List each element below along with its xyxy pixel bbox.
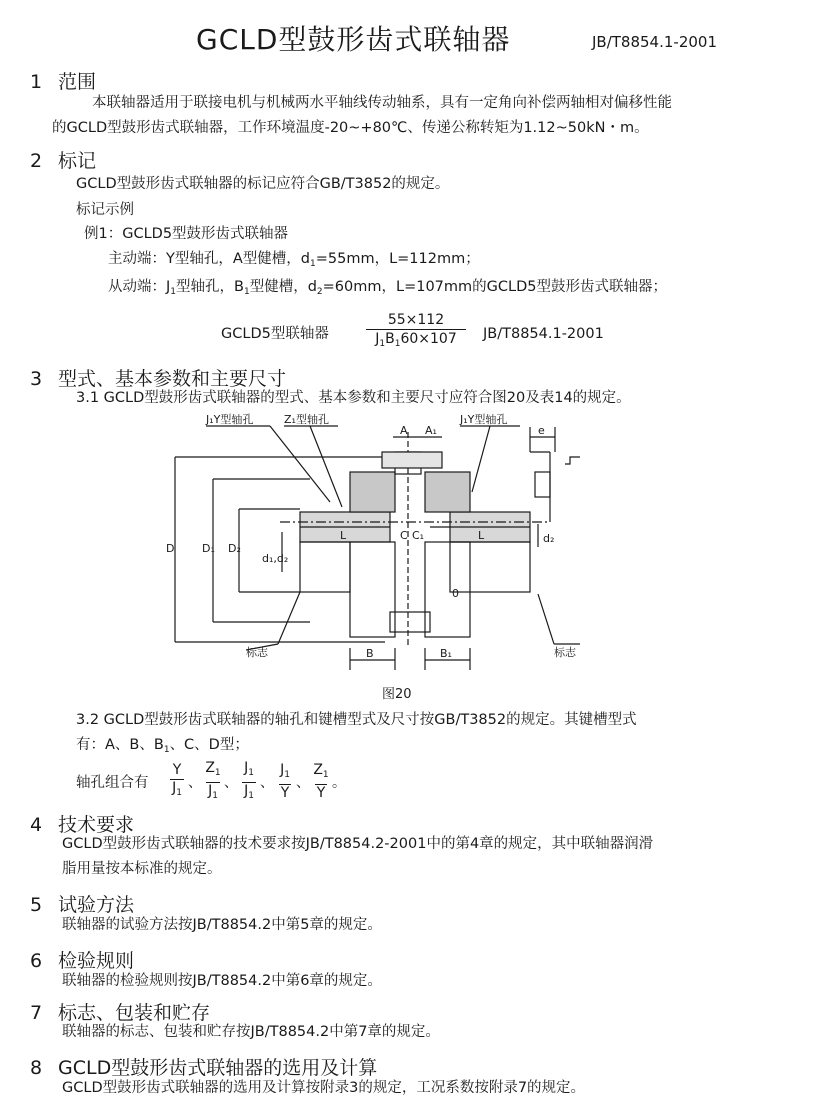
driven-end-text-c: 型健槽，d — [249, 279, 317, 295]
dim-d2-right: d₂ — [543, 532, 555, 545]
separator: 、 — [296, 775, 310, 791]
dim-d-small: d₁,d₂ — [262, 552, 289, 565]
drive-end-text-a: 主动端：Y型轴孔，A型健槽，d — [108, 251, 310, 267]
section-number: 2 — [30, 150, 43, 172]
subscript: 1 — [243, 287, 250, 297]
section-4-heading — [30, 810, 134, 837]
section-6-para: 联轴器的检验规则按JB/T8854.2中第6章的规定。 — [62, 973, 382, 989]
fraction-bottom: Y — [280, 785, 290, 801]
section-5-heading — [30, 890, 134, 917]
marking-label: GCLD5型联轴器 — [221, 326, 329, 342]
separator: 、 — [224, 775, 238, 791]
mark-right: 标志 — [554, 646, 576, 659]
example-1: 例1：GCLD5型鼓形齿式联轴器 — [84, 226, 289, 242]
section-number: 4 — [30, 814, 43, 836]
bore-combination-label: 轴孔组合有 — [76, 775, 149, 791]
separator: 、 — [260, 775, 274, 791]
document-title: GCLD型鼓形齿式联轴器 — [196, 23, 511, 56]
bore-combination-fraction — [312, 762, 330, 802]
example-title: 标记示例 — [76, 202, 134, 218]
fraction-top: $Z_1$ — [205, 759, 221, 778]
dim-d: D — [166, 542, 175, 555]
driven-end-line — [108, 280, 667, 297]
bore-combination-fraction — [276, 762, 294, 802]
marking-denominator: $J_1B_160\times 107$ — [375, 331, 457, 349]
section-7-heading — [30, 998, 210, 1025]
leader-line — [310, 426, 342, 507]
section-2-para: GCLD型鼓形齿式联轴器的标记应符合GB/T3852的规定。 — [76, 176, 450, 192]
section-3-2-para-line-1: 3.2 GCLD型鼓形齿式联轴器的轴孔和键槽型式及尺寸按GB/T3852的规定。其键槽型式 — [76, 712, 637, 728]
section-title: 范围 — [58, 71, 97, 93]
subscript: 1 — [163, 745, 170, 755]
figure-caption: 图20 — [382, 687, 412, 702]
fraction-top: $Z_1$ — [313, 762, 329, 780]
marking-fraction — [366, 311, 466, 353]
subscript: 1 — [309, 259, 316, 269]
dim-d2: D₂ — [228, 542, 241, 555]
section-title: 标记 — [58, 150, 97, 172]
bore-combination-list — [168, 760, 346, 804]
dim-zero: 0 — [452, 587, 459, 600]
section-number: 1 — [30, 71, 43, 93]
separator: 。 — [332, 775, 346, 791]
section-6-heading — [30, 946, 134, 973]
dim-c: C — [400, 529, 408, 542]
section-number: 5 — [30, 894, 43, 916]
section-8-heading — [30, 1053, 377, 1080]
section-title: 标志、包装和贮存 — [58, 1002, 211, 1024]
section-5-para: 联轴器的试验方法按JB/T8854.2中第5章的规定。 — [62, 917, 382, 933]
subscript: 1 — [170, 287, 177, 297]
section-3-heading — [30, 364, 286, 391]
bore-combination-fraction — [168, 762, 186, 802]
dim-d1: D₁ — [202, 542, 215, 555]
section-3-2-para-line-2 — [76, 738, 249, 755]
fraction-top: Y — [172, 762, 182, 778]
section-title: 试验方法 — [58, 894, 135, 916]
section-number: 6 — [30, 950, 43, 972]
dim-e: e — [538, 424, 545, 437]
dim-b1: B₁ — [440, 647, 452, 660]
label-j1y-right: J₁Y型轴孔 — [460, 413, 508, 426]
subscript: 2 — [316, 287, 323, 297]
bore-combination-fraction — [240, 760, 258, 805]
dim-b: B — [366, 647, 374, 660]
label-j1y-left: J₁Y型轴孔 — [206, 413, 254, 426]
section-title: 检验规则 — [58, 950, 135, 972]
section-number: 3 — [30, 368, 43, 390]
fraction-top: $J_1$ — [244, 759, 254, 778]
drive-end-text-b: =55mm，L=112mm； — [315, 251, 480, 267]
section-3-1-para: 3.1 GCLD型鼓形齿式联轴器的型式、基本参数和主要尺寸应符合图20及表14的规定。 — [76, 390, 631, 406]
fraction-top: $J_1$ — [280, 762, 290, 780]
fraction-bottom: Y — [316, 785, 326, 801]
marking-numerator: 55×112 — [387, 312, 445, 328]
section-8-para: GCLD型鼓形齿式联轴器的选用及计算按附录3的规定，工况系数按附录7的规定。 — [62, 1080, 586, 1096]
section-title: GCLD型鼓形齿式联轴器的选用及计算 — [58, 1057, 378, 1079]
section-1-heading — [30, 67, 96, 94]
section-1-para-line-2: 的GCLD型鼓形齿式联轴器，工作环境温度-20~+80℃、传递公称转矩为1.12~50kN・m。 — [52, 120, 649, 136]
section-1-para-line-1: 本联轴器适用于联接电机与机械两水平轴线传动轴系，具有一定角向补偿两轴相对偏移性能 — [92, 95, 672, 111]
section-7-para: 联轴器的标志、包装和贮存按JB/T8854.2中第7章的规定。 — [62, 1024, 440, 1040]
dim-l-left: L — [340, 529, 347, 542]
mark-left: 标志 — [246, 646, 268, 659]
dim-l-right: L — [478, 529, 485, 542]
section-title: 技术要求 — [58, 814, 135, 836]
drive-end-line — [108, 252, 480, 269]
section-4-para-line-2: 脂用量按本标准的规定。 — [62, 861, 222, 877]
section-number: 8 — [30, 1057, 43, 1079]
leader-line — [472, 426, 490, 492]
fraction-bottom: $J_1$ — [170, 779, 184, 802]
separator: 、 — [188, 775, 202, 791]
marking-standard: JB/T8854.1-2001 — [483, 326, 604, 342]
label-z1: Z₁型轴孔 — [284, 413, 329, 426]
section-2-heading — [30, 146, 96, 173]
section-number: 7 — [30, 1002, 43, 1024]
dim-c1: C₁ — [412, 529, 425, 542]
dim-a1: A₁ — [425, 424, 437, 437]
section-title: 型式、基本参数和主要尺寸 — [58, 368, 287, 390]
driven-end-text-a: 从动端：J — [108, 279, 171, 295]
fraction-bottom: $J_1$ — [206, 782, 220, 805]
keyway-text-b: 、C、D型； — [169, 737, 249, 753]
keyway-text-a: 有：A、B、B — [76, 737, 164, 753]
section-4-para-line-1: GCLD型鼓形齿式联轴器的技术要求按JB/T8854.2-2001中的第4章的规定，其中联轴器润滑 — [62, 836, 654, 852]
dim-a: A — [400, 424, 408, 437]
driven-end-text-d: =60mm，L=107mm的GCLD5型鼓形齿式联轴器； — [322, 279, 667, 295]
leader-line — [270, 426, 330, 502]
fraction-bottom: $J_1$ — [242, 782, 256, 805]
coupling-drawing — [160, 412, 600, 682]
standard-number: JB/T8854.1-2001 — [592, 33, 718, 51]
bore-combination-fraction — [204, 760, 222, 805]
driven-end-text-b: 型轴孔，B — [176, 279, 244, 295]
